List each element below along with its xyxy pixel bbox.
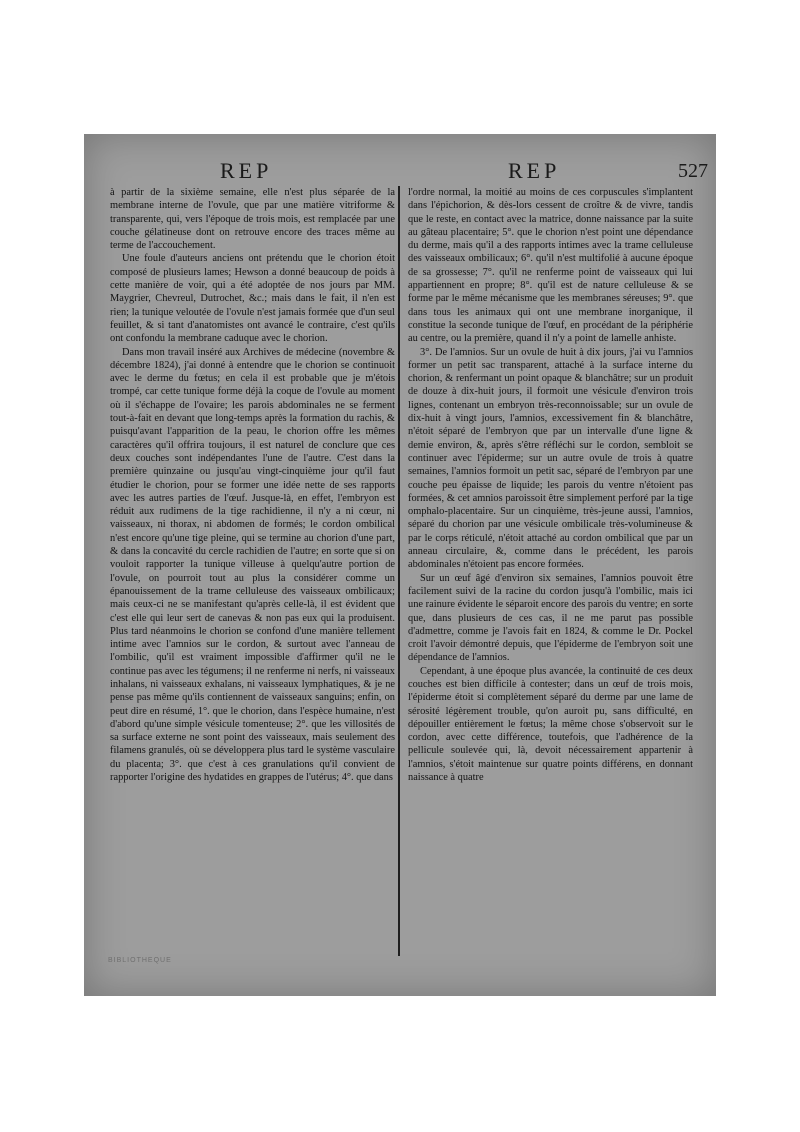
right-paragraph-4: Cependant, à une époque plus avancée, la continuité de ces deux couches est bien difficile à contester; dans un œuf de trois mois, l'épiderme étoit si complètement séparé du derme par une lame de sérosité légèrement trouble, qu'on auroit pu, sans difficulté, en dépouiller entièrement le fœtus; la même chose s'observoit sur le cordon, avec cette différence, toutefois, que l'adhérence de la pellicule soulevée qui, là, devoit nécessairement appartenir à l'amnios, s'étoit maintenue sur quatre points différens, en donnant naissance à quatre	[408, 665, 693, 784]
left-paragraph-1: à partir de la sixième semaine, elle n'est plus séparée de la membrane interne de l'ovule, que par une matière vitriforme & transparente, qui, vers l'époque de trois mois, est remplacée par une couche gélatineuse dont on retrouve encore des traces même au terme de l'accouchement.	[110, 187, 395, 252]
left-paragraph-2: Une foule d'auteurs anciens ont prétendu que le chorion étoit composé de plusieurs lames; Hewson a donné beaucoup de poids à cette manière de voir, qui a été adoptée de nos jours par MM. Maygrier, Chevreul, Dutrochet, &c.; mais dans le fait, il n'en est rien; la tunique veloutée de l'ovule n'est jamais formée que d'un seul feuillet, & si tant d'anatomistes ont avancé le contraire, c'est qu'ils ont confondu la membrane caduque avec le chorion.	[110, 253, 395, 345]
right-paragraph-2: 3°. De l'amnios. Sur un ovule de huit à dix jours, j'ai vu l'amnios former un petit sac transparent, attaché à la surface interne du chorion, & renfermant un point opaque & blanchâtre; sur un produit de douze à dix-huit jours, il formoit une vésicule d'environ trois lignes, contenant un embryon très-reconnoissable; sur un ovule de dix-huit à vingt jours, l'amnios, excessivement fin & blanchâtre, n'étoit séparé de l'embryon que par un intervalle d'une ligne & demie environ, &, après s'être réfléchi sur le cordon, sembloit se continuer avec l'épiderme; sur un autre ovule de trois à quatre semaines, l'amnios formoit un petit sac, séparé de l'embryon par une couche peu épaisse de liquide; les parois du ventre n'étoient pas formées, & cet amnios paroissoit être simplement perforé par la tige omphalo-placentaire. Sur un cinquième, très-jeune aussi, l'amnios, séparé du chorion par une vésicule ombilicale très-volumineuse & par le corps réticulé, n'étoit attaché au cordon ombilical que par un anneau circulaire, &, comme dans le précédent, les parois abdominales n'étoient pas encore formées.	[408, 346, 693, 571]
page-number: 527	[678, 160, 708, 182]
right-paragraph-3: Sur un œuf âgé d'environ six semaines, l'amnios pouvoit être facilement suivi de la racine du cordon jusqu'à l'ombilic, mais ici une rainure évidente le séparoit encore des parois du ventre; en sorte que, dans plusieurs de ces cas, il ne me parut pas possible d'admettre, comme je l'avois fait en 1824, & comme le Dr. Pockel croit l'avoir démontré depuis, que l'épiderme de l'embryon soit une dépendance de l'amnios.	[408, 572, 693, 664]
column-divider	[398, 186, 400, 956]
right-column	[408, 186, 693, 784]
left-column	[110, 186, 395, 784]
library-stamp: BIBLIOTHEQUE	[108, 957, 172, 964]
left-running-head: REP	[220, 158, 273, 183]
right-running-head: REP	[508, 158, 561, 183]
left-paragraph-3: Dans mon travail inséré aux Archives de médecine (novembre & décembre 1824), j'ai donné à entendre que le chorion se continuoit avec le derme du fœtus; en cela il est probable que je m'étois trompé, car cette tunique forme déjà la coque de l'ovule au moment où il s'échappe de l'ovaire; les parois abdominales ne se ferment tout-à-fait en devant que long-temps après la formation du rachis, & puisqu'avant l'apparition de la peau, le chorion offre les mêmes caractères qu'il offrira toujours, il est naturel de conclure que ces deux couches sont indépendantes l'une de l'autre. C'est dans la première quinzaine ou jusqu'au vingt-cinquième jour qu'il faut étudier le chorion, pour se former une idée nette de ses rapports avec les autres parties de l'œuf. Jusque-là, en effet, l'embryon est réduit aux rudimens de la tige rachidienne, il n'y a ni cœur, ni vaisseaux, ni thorax, ni abdomen de formés; le cordon ombilical n'est encore qu'une tige pleine, qui se termine au chorion d'une part, & dans la concavité du cercle rachidien de l'autre; en sorte que si on vouloit rapporter la tunique villeuse à quelqu'autre portion de l'ovule, on pourroit tout au plus la considérer comme un épanouissement de la trame celluleuse des vaisseaux ombilicaux; mais ceux-ci ne se manifestant qu'après celle-là, il est évident que c'est elle qui leur sert de canevas & non pas eux qui la produisent. Plus tard néanmoins le chorion se confond d'une manière tellement intime avec l'amnios sur le cordon, & surtout avec l'anneau de l'ombilic, qu'il est vraiment impossible d'affirmer qu'il ne le continue pas avec les tégumens; il ne renferme ni nerfs, ni vaisseaux inhalans, ni vaisseaux exhalans, ni vaisseaux lymphatiques, & je ne pense pas même qu'ils contiennent de vaisseaux sanguins; enfin, on peut dire en résumé, 1°. que le chorion, dans l'espèce humaine, n'est d'abord qu'une simple vésicule tomenteuse; 2°. que les villosités de sa surface externe ne sont point des vaisseaux, mais seulement des filamens granulés, où se développera plus tard le système vasculaire du placenta; 3°. que c'est à ces granulations qu'il convient de rapporter l'origine des hydatides en grappes de l'utérus; 4°. que dans	[110, 346, 395, 784]
right-paragraph-1: l'ordre normal, la moitié au moins de ces corpuscules s'implantent dans l'épichorion, & dès-lors cessent de croître & de vivre, tandis que le reste, en contact avec la matrice, donne naissance par la suite au gâteau placentaire; 5°. que le chorion n'est point une dépendance du derme, mais qu'il a des rapports intimes avec la trame celluleuse des vaisseaux ombilicaux; 6°. qu'il n'est multifolié à aucune époque de sa grossesse; 7°. qu'il ne renferme point de vaisseaux qui lui appartiennent en propre; 8°. qu'il est de nature celluleuse & se forme par le même mécanisme que les membranes séreuses; 9°. que dans tous les animaux qui ont une membrane inorganique, il constitue la seconde tunique de l'œuf, en procédant de la périphérie au centre, ou la première, quand il n'y a point de lamelle anhiste.	[408, 187, 693, 345]
